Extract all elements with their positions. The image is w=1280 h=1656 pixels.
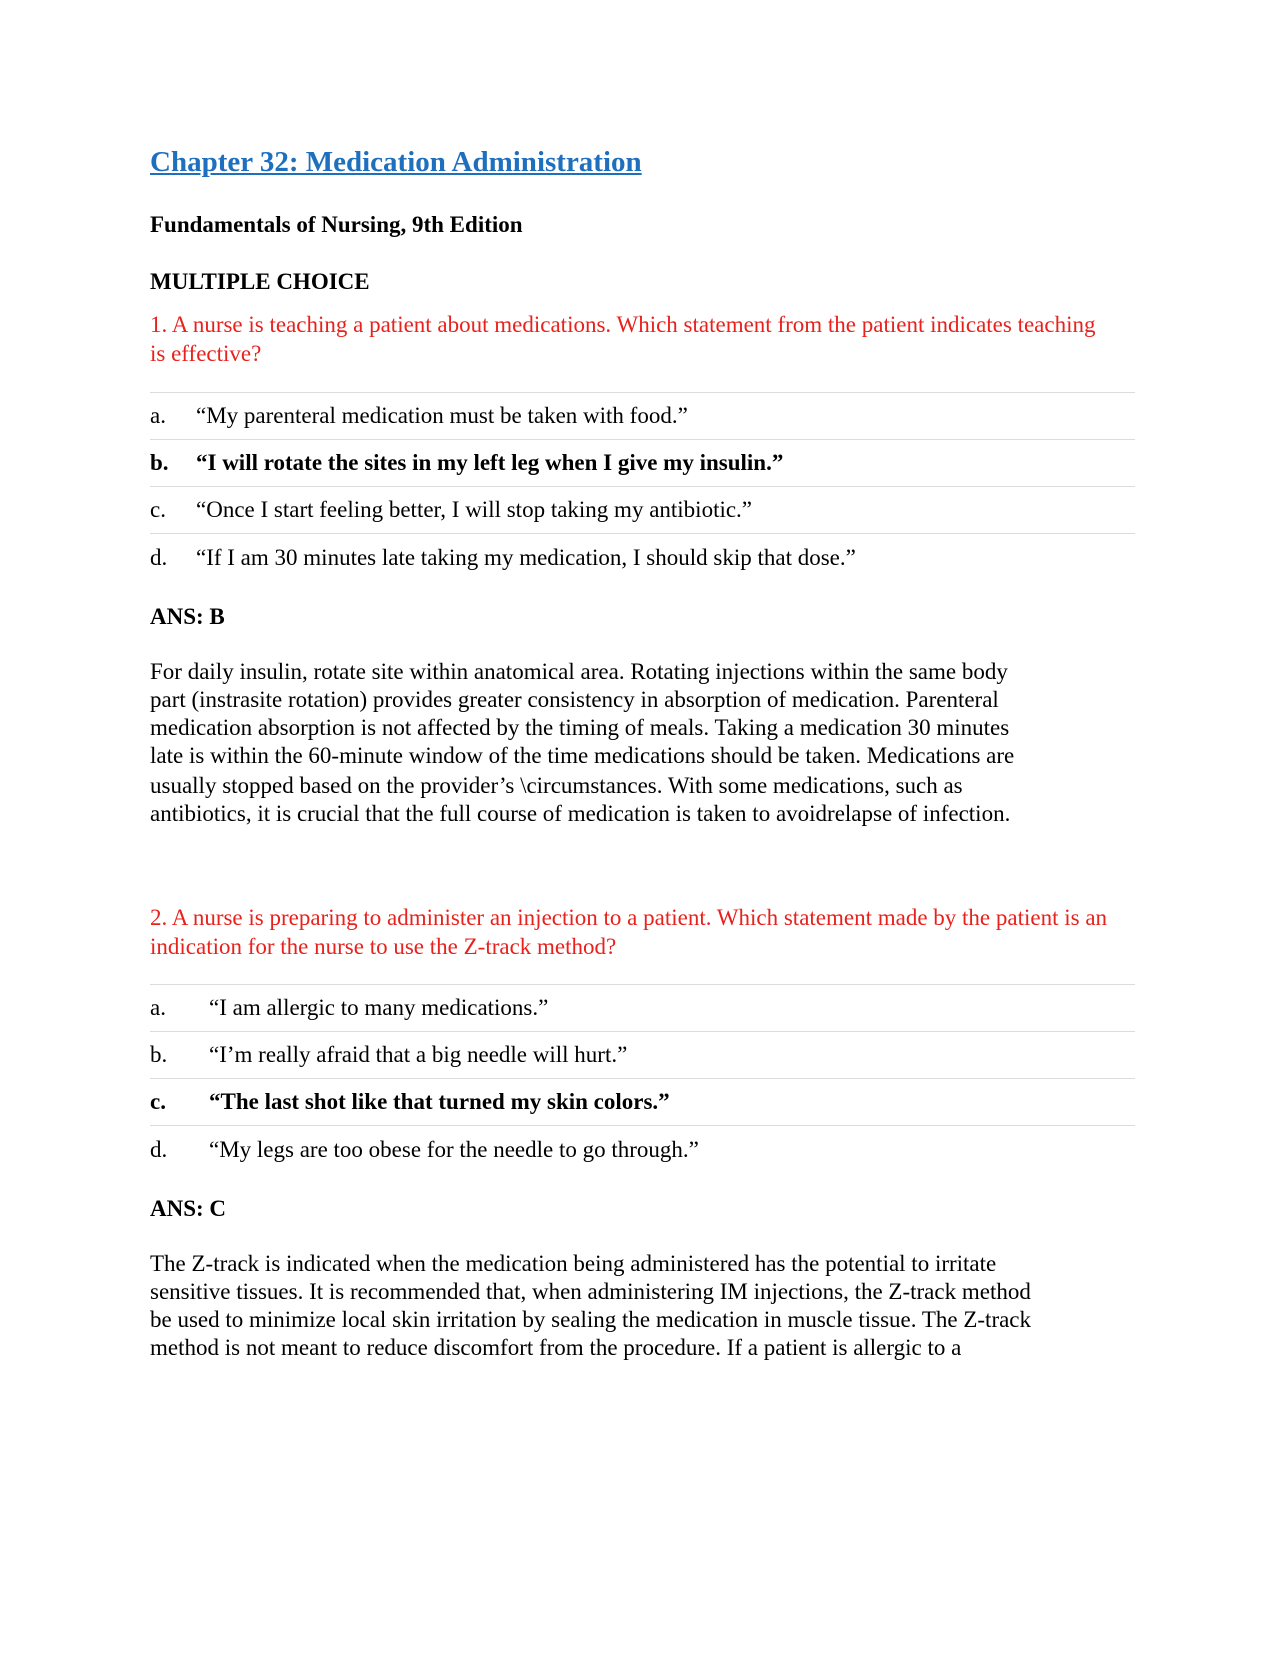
choice-text: “My legs are too obese for the needle to go through.” <box>209 1136 699 1162</box>
question-2-choices <box>150 984 1135 1173</box>
choice-letter: a. <box>150 403 166 428</box>
choice-row <box>150 1126 1135 1173</box>
choice-letter: c. <box>150 1089 166 1114</box>
rationale-line: part (instrasite rotation) provides greater consistency in absorption of medication. Parenteral <box>150 687 999 712</box>
choice-text: “Once I start feeling better, I will stop taking my antibiotic.” <box>196 497 753 522</box>
choice-text: “If I am 30 minutes late taking my medication, I should skip that dose.” <box>196 544 856 570</box>
rationale-line: be used to minimize local skin irritation by sealing the medication in muscle tissue. The Z-track <box>150 1307 1032 1332</box>
question-1-choices <box>150 392 1135 581</box>
choice-text: “I am allergic to many medications.” <box>209 995 549 1020</box>
question-2-answer: ANS: C <box>150 1196 227 1221</box>
book-subtitle: Fundamentals of Nursing, 9th Edition <box>150 212 523 237</box>
rationale-line: sensitive tissues. It is recommended that, when administering IM injections, the Z-track method <box>150 1279 1031 1304</box>
question-2-rationale <box>150 1250 1115 1362</box>
choice-row <box>150 1032 1135 1079</box>
rationale-line: The Z-track is indicated when the medication being administered has the potential to irritate <box>150 1251 997 1276</box>
choice-letter: c. <box>150 497 166 522</box>
choice-row-correct <box>150 440 1135 487</box>
rationale-line: For daily insulin, rotate site within anatomical area. Rotating injections within the same body <box>150 659 1008 684</box>
choice-row <box>150 487 1135 534</box>
question-2-stem: 2. A nurse is preparing to administer an injection to a patient. Which statement made by the patient is an indication for the nurse to use the Z-track method? <box>150 905 1108 959</box>
rationale-line: medication absorption is not affected by the timing of meals. Taking a medication 30 minutes <box>150 715 1010 740</box>
choice-row <box>150 393 1135 440</box>
choice-text: “I’m really afraid that a big needle will hurt.” <box>209 1042 628 1067</box>
question-1-answer: ANS: B <box>150 604 225 629</box>
choice-letter: b. <box>150 450 169 475</box>
choice-letter: d. <box>150 544 168 570</box>
rationale-line: antibiotics, it is crucial that the full course of medication is taken to avoidrelapse of infection. <box>150 801 1011 826</box>
question-1-stem: 1. A nurse is teaching a patient about medications. Which statement from the patient indicates teaching is effective? <box>150 312 1096 366</box>
document-page <box>150 0 1130 1656</box>
choice-text: “I will rotate the sites in my left leg when I give my insulin.” <box>196 450 784 475</box>
choice-row-correct <box>150 1079 1135 1126</box>
rationale-line: usually stopped based on the provider’s \circumstances. With some medications, such as <box>150 773 963 798</box>
rationale-line: late is within the 60-minute window of the time medications should be taken. Medications are <box>150 743 1015 768</box>
chapter-title[interactable]: Chapter 32: Medication Administration <box>150 146 642 178</box>
choice-text: “The last shot like that turned my skin colors.” <box>209 1089 670 1114</box>
choice-letter: d. <box>150 1136 168 1162</box>
question-1-rationale <box>150 658 1115 828</box>
rationale-line: method is not meant to reduce discomfort from the procedure. If a patient is allergic to a <box>150 1335 962 1360</box>
section-heading: MULTIPLE CHOICE <box>150 269 370 294</box>
choice-letter: b. <box>150 1042 168 1067</box>
choice-letter: a. <box>150 995 166 1020</box>
choice-row <box>150 985 1135 1032</box>
choice-text: “My parenteral medication must be taken with food.” <box>196 403 688 428</box>
choice-row <box>150 534 1135 581</box>
